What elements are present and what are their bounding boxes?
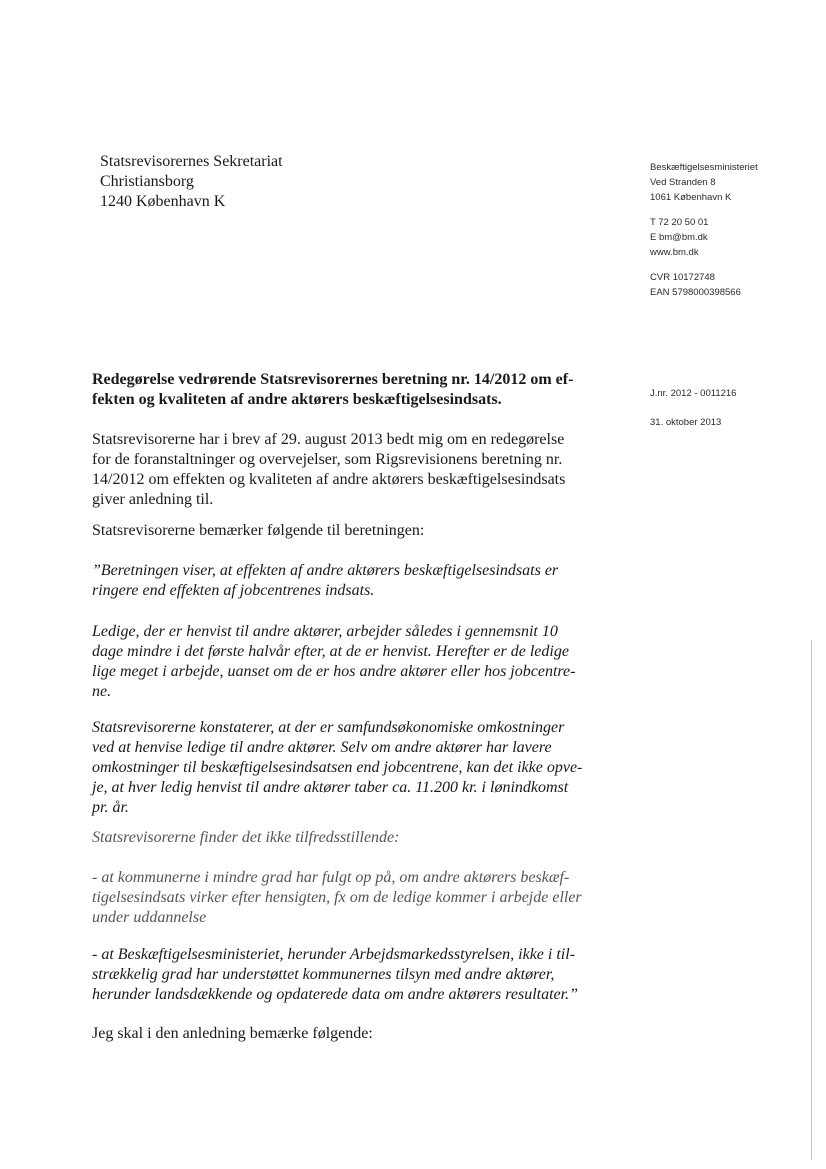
sender-street: Ved Stranden 8 xyxy=(650,177,716,188)
text-line: - at Beskæftigelsesministeriet, herunder Arbejdsmarkedsstyrelsen, ikke i til- xyxy=(92,946,576,963)
text-line: ”Beretningen viser, at effekten af andre aktørers beskæftigelsesindsats er xyxy=(92,562,559,579)
sender-ean: EAN 5798000398566 xyxy=(650,287,741,298)
text-line: lige meget i arbejde, uanset om de er hos andre aktører eller hos jobcentre- xyxy=(92,663,576,680)
text-line: dage mindre i det første halvår efter, at de er henvist. Herefter er de ledige xyxy=(92,643,569,660)
text-line: ringere end effekten af jobcentrenes indsats. xyxy=(92,582,375,599)
paragraph-closing xyxy=(92,1024,612,1044)
text-line: Statsrevisorerne har i brev af 29. august 2013 bedt mig om en redegørelse xyxy=(92,431,565,448)
text-line: Statsrevisorerne bemærker følgende til beretningen: xyxy=(92,522,425,539)
recipient-line: Statsrevisorernes Sekretariat xyxy=(100,153,283,170)
text-line: - at kommunerne i mindre grad har fulgt op på, om andre aktørers beskæf- xyxy=(92,869,570,886)
quote-bullet-2 xyxy=(92,945,612,1005)
quote-paragraph-2 xyxy=(92,622,612,702)
sender-phone: T 72 20 50 01 xyxy=(650,217,709,228)
text-line: pr. år. xyxy=(92,799,129,816)
text-line: ne. xyxy=(92,683,112,700)
text-line: ved at henvise ledige til andre aktører. Selv om andre aktører har lavere xyxy=(92,739,552,756)
text-line: Ledige, der er henvist til andre aktører, arbejder således i gennemsnit 10 xyxy=(92,623,558,640)
text-line: Statsrevisorerne finder det ikke tilfredsstillende: xyxy=(92,829,400,846)
text-line: strækkelig grad har understøttet kommunernes tilsyn med andre aktører, xyxy=(92,966,555,983)
journal-number: J.nr. 2012 - 0011216 xyxy=(650,388,737,399)
recipient-line: 1240 København K xyxy=(100,193,226,210)
sender-name: Beskæftigelsesministeriet xyxy=(650,162,758,173)
recipient-line: Christiansborg xyxy=(100,173,194,190)
text-line: Jeg skal i den anledning bemærke følgende: xyxy=(92,1025,373,1042)
quote-paragraph-1 xyxy=(92,561,612,601)
paragraph-intro xyxy=(92,430,612,510)
text-line: herunder landsdækkende og opdaterede data om andre aktørers resultater.” xyxy=(92,986,579,1003)
text-line: giver anledning til. xyxy=(92,491,214,508)
text-line: je, at hver ledig henvist til andre aktører taber ca. 11.200 kr. i lønindkomst xyxy=(92,779,569,796)
text-line: tigelsesindsats virker efter hensigten, fx om de ledige kommer i arbejde eller xyxy=(92,889,582,906)
text-line: omkostninger til beskæftigelsesindsatsen end jobcentrene, kan det ikke opve- xyxy=(92,759,583,776)
paragraph-remark xyxy=(92,521,612,541)
sender-email: E bm@bm.dk xyxy=(650,232,708,243)
quote-bullet-1 xyxy=(92,868,612,928)
quote-paragraph-4 xyxy=(92,828,612,848)
sender-city: 1061 København K xyxy=(650,192,732,203)
sender-block xyxy=(650,160,820,300)
quote-paragraph-3 xyxy=(92,718,612,818)
sender-website: www.bm.dk xyxy=(650,247,699,258)
recipient-address xyxy=(100,152,283,212)
subject-line: fekten og kvaliteten af andre aktørers beskæftigelsesindsats. xyxy=(92,391,502,408)
text-line: Statsrevisorerne konstaterer, at der er samfundsøkonomiske omkostninger xyxy=(92,719,565,736)
subject-line: Redegørelse vedrørende Statsrevisorernes beretning nr. 14/2012 om ef- xyxy=(92,371,574,388)
letter-date: 31. oktober 2013 xyxy=(650,417,722,428)
text-line: under uddannelse xyxy=(92,909,207,926)
text-line: 14/2012 om effekten og kvaliteten af andre aktørers beskæftigelsesindsats xyxy=(92,471,566,488)
text-line: for de foranstaltninger og overvejelser, som Rigsrevisionens beretning nr. xyxy=(92,451,563,468)
scan-edge-line xyxy=(811,640,812,1160)
letter-subject xyxy=(92,370,612,410)
sender-cvr: CVR 10172748 xyxy=(650,272,715,283)
